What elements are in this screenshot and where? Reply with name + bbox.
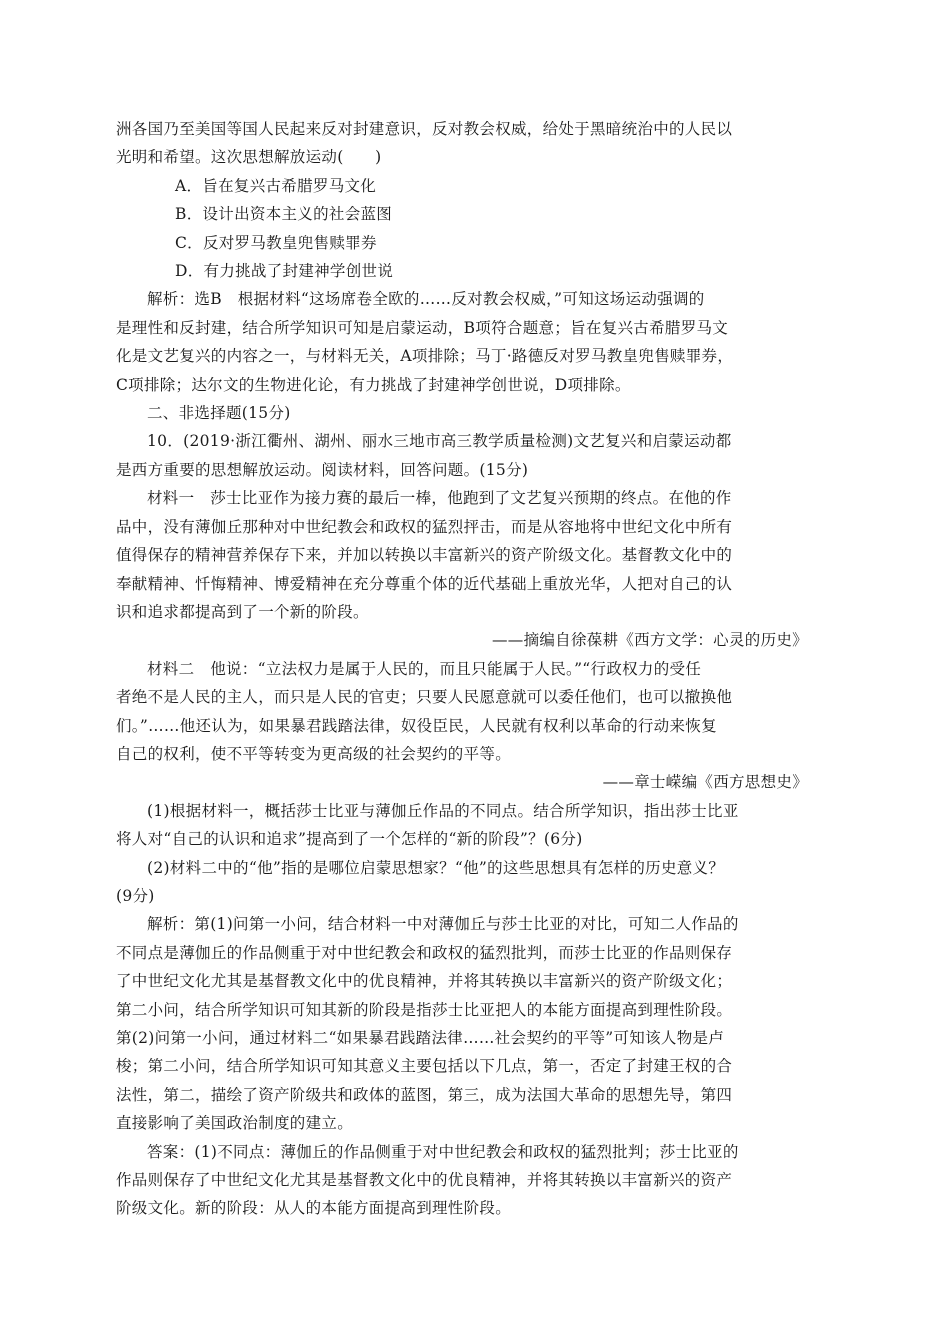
q10-analysis-line: 第二小问，结合所学知识可知其新的阶段是指莎士比亚把人的本能方面提高到理性阶段。 (116, 1000, 733, 1019)
q10-analysis-line: 了中世纪文化尤其是基督教文化中的优良精神，并将其转换以丰富新兴的资产阶级文化； (116, 972, 733, 991)
question-1-line: 将人对“自己的认识和追求”提高到了一个怎样的“新的阶段”？(6分) (116, 830, 583, 849)
material-1-line: 材料一 莎士比亚作为接力赛的最后一棒，他跑到了文艺复兴预期的终点。在他的作 (147, 489, 732, 508)
q10-analysis-line: 第(2)问第一小问，通过材料二“如果暴君践踏法律……社会契约的平等”可知该人物是卢 (116, 1029, 725, 1047)
material-2-line: 自己的权利，使不平等转变为更高级的社会契约的平等。 (116, 744, 512, 763)
q10-answer-line: 答案：(1)不同点：薄伽丘的作品侧重于对中世纪教会和政权的猛烈批判；莎士比亚的 (147, 1142, 739, 1161)
q9-analysis-line: 化是文艺复兴的内容之一，与材料无关，A项排除；马丁·路德反对罗马教皇兜售赎罪券， (116, 347, 734, 366)
q10-answer (116, 1138, 816, 1223)
q10-analysis-line: 不同点是薄伽丘的作品侧重于对中世纪教会和政权的猛烈批判，而莎士比亚的作品则保存 (116, 943, 733, 962)
q10-analysis (116, 910, 816, 1137)
material-2 (116, 655, 816, 769)
material-1-line: 识和追求都提高到了一个新的阶段。 (116, 602, 369, 621)
q9-option-d: D．有力挑战了封建神学创世说 (175, 262, 394, 281)
material-1 (116, 484, 816, 626)
q9-analysis (116, 285, 816, 399)
q10-stem-line: 10．(2019·浙江衢州、湖州、丽水三地市高三教学质量检测)文艺复兴和启蒙运动都 (147, 432, 732, 451)
material-1-line: 品中，没有薄伽丘那种对中世纪教会和政权的猛烈抨击，而是从容地将中世纪文化中所有 (116, 517, 733, 536)
q10-answer-line: 阶级文化。新的阶段：从人的本能方面提高到理性阶段。 (116, 1199, 512, 1218)
q9-analysis-line: C项排除；达尔文的生物进化论，有力挑战了封建神学创世说，D项排除。 (116, 375, 631, 394)
q10-analysis-line: 直接影响了美国政治制度的建立。 (116, 1114, 354, 1133)
q9-option-a: A．旨在复兴古希腊罗马文化 (175, 176, 377, 195)
material-1-source: ——摘编自徐葆耕《西方文学：心灵的历史》 (491, 631, 808, 650)
material-1-line: 奉献精神、忏悔精神、博爱精神在充分尊重个体的近代基础上重放光华，人把对自己的认 (116, 574, 733, 593)
material-2-line: 者绝不是人民的主人，而只是人民的官吏；只要人民愿意就可以委任他们，也可以撤换他 (116, 688, 733, 707)
q9-stem-line: 光明和希望。这次思想解放运动( ) (116, 148, 382, 167)
q9-option-c: C．反对罗马教皇兜售赎罪券 (175, 233, 377, 252)
q9-option-b: B．设计出资本主义的社会蓝图 (175, 205, 393, 224)
material-2-source: ——章士嵘编《西方思想史》 (602, 773, 808, 792)
q10-analysis-line: 梭；第二小问，结合所学知识可知其意义主要包括以下几点，第一，否定了封建王权的合 (116, 1057, 733, 1076)
question-1 (116, 797, 816, 854)
q9-stem-line: 洲各国乃至美国等国人民起来反对封建意识，反对教会权威，给处于黑暗统治中的人民以 (116, 120, 733, 138)
q10-analysis-line: 解析：第(1)问第一小问，结合材料一中对薄伽丘与莎士比亚的对比，可知二人作品的 (147, 915, 739, 934)
material-2-line: 材料二 他说：“立法权力是属于人民的，而且只能属于人民。”“行政权力的受任 (147, 659, 702, 678)
question-1-line: (1)根据材料一，概括莎士比亚与薄伽丘作品的不同点。结合所学知识，指出莎士比亚 (147, 801, 739, 820)
material-2-line: 们。”……他还认为，如果暴君践踏法律，奴役臣民，人民就有权利以革命的行动来恢复 (116, 716, 717, 735)
question-2-line: (9分) (116, 886, 155, 905)
material-1-line: 值得保存的精神营养保存下来，并加以转换以丰富新兴的资产阶级文化。基督教文化中的 (116, 546, 733, 565)
q9-analysis-line: 解析：选B 根据材料“这场席卷全欧的……反对教会权威，”可知这场运动强调的 (147, 290, 705, 309)
q10-analysis-line: 法性，第二，描绘了资产阶级共和政体的蓝图，第三，成为法国大革命的思想先导，第四 (116, 1085, 733, 1104)
q9-stem (116, 115, 816, 172)
q9-analysis-line: 是理性和反封建，结合所学知识可知是启蒙运动，B项符合题意；旨在复兴古希腊罗马文 (116, 318, 729, 337)
question-2-line: (2)材料二中的“他”指的是哪位启蒙思想家？“他”的这些思想具有怎样的历史意义？ (147, 858, 725, 877)
page-content (116, 115, 816, 1223)
q10-stem (116, 427, 816, 484)
question-2 (116, 854, 816, 911)
q10-stem-line: 是西方重要的思想解放运动。阅读材料，回答问题。(15分) (116, 460, 529, 479)
q10-answer-line: 作品则保存了中世纪文化尤其是基督教文化中的优良精神，并将其转换以丰富新兴的资产 (116, 1171, 733, 1190)
section-heading: 二、非选择题(15分) (147, 404, 291, 423)
